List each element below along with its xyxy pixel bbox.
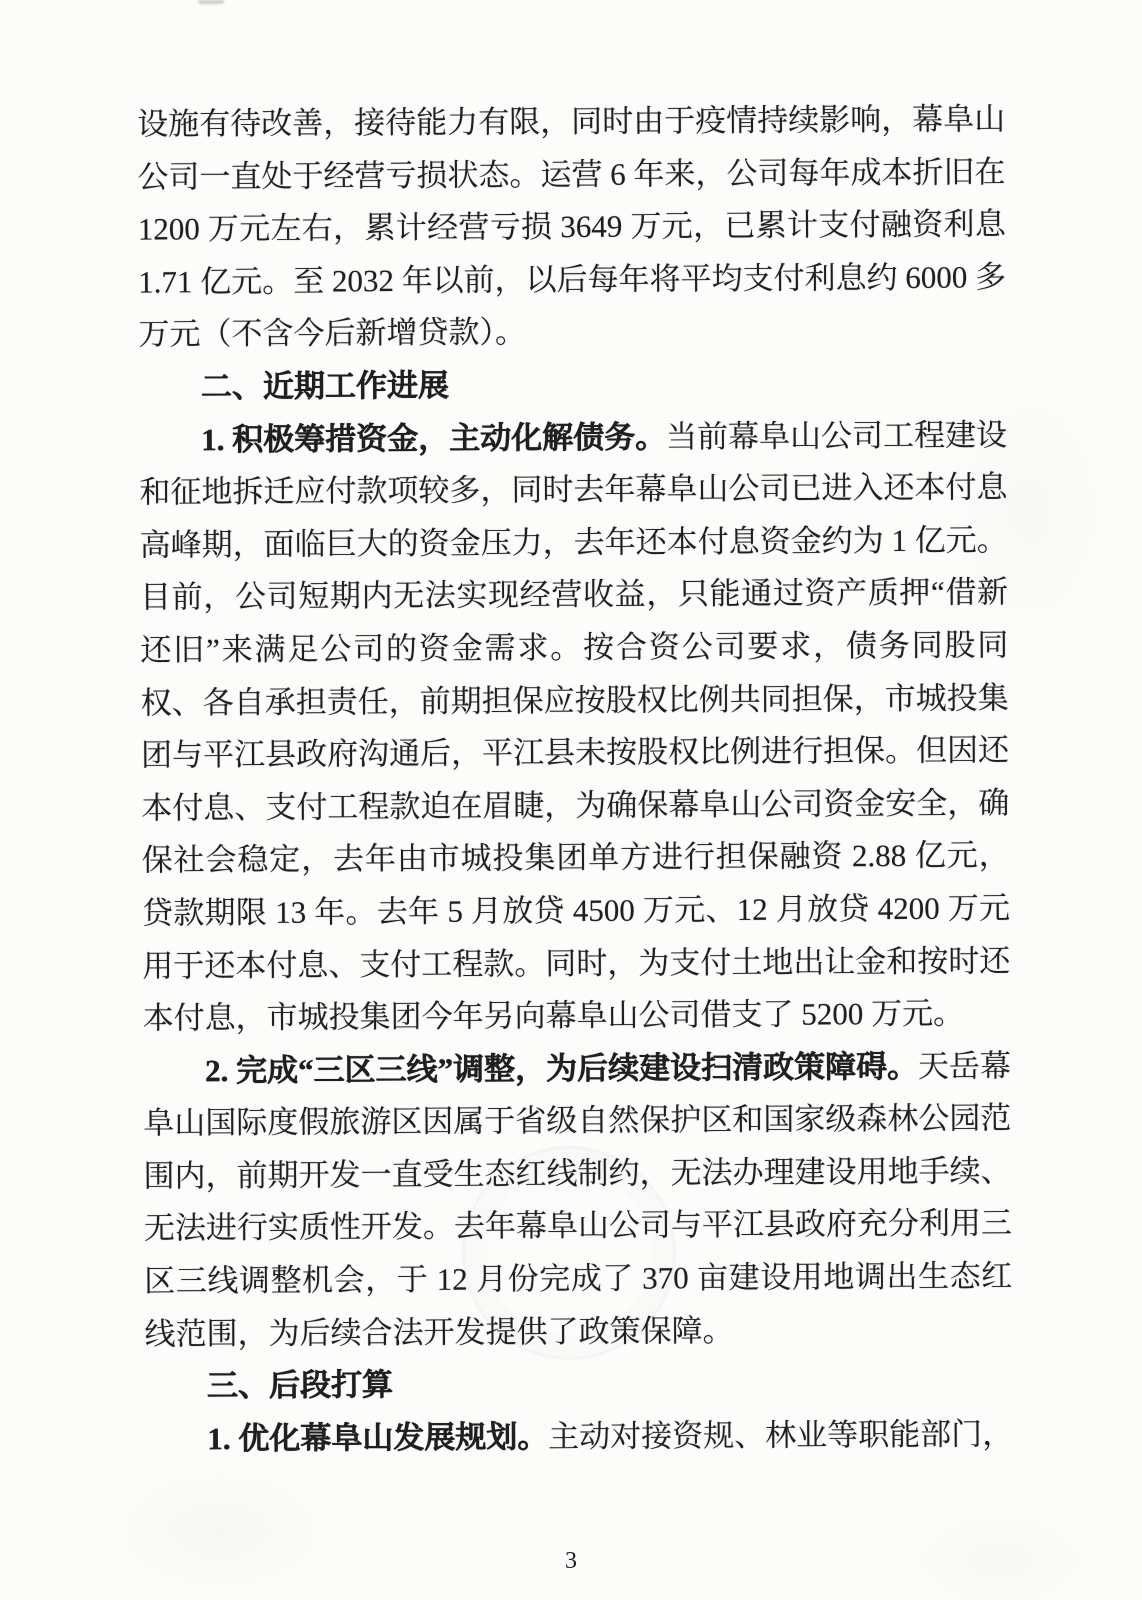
page-number: 3 xyxy=(565,1548,577,1574)
heading xyxy=(139,356,1007,414)
paragraph xyxy=(137,93,1007,361)
text-run: 设施有待改善，接待能力有限，同时由于疫情持续影响，幕阜山公司一直处于经营亏损状态。运营 6 年来，公司每年成本折旧在 1200 万元左右，累计经营亏损 3649 万元，已累计支付融资利息 1.71 亿元。至 2032 年以前，以后每年将平均支付利息约 6000 多万元（不含今后新增贷款）。 xyxy=(137,101,1007,353)
text-run: 天岳幕阜山国际度假旅游区因属于省级自然保护区和国家级森林公园范围内，前期开发一直受生态红线制约，无法办理建设用地手续、无法进行实质性开发。去年幕阜山公司与平江县政府充分利用三区三线调整机会，于 12 月份完成了 370 亩建设用地调出生态红线范围，为后续合法开发提供了政策保障。 xyxy=(143,1048,1013,1352)
heading xyxy=(145,1356,1013,1414)
bold-text-run: 二、近期工作进展 xyxy=(200,367,449,405)
paragraph xyxy=(143,1040,1013,1361)
document-body xyxy=(137,93,1013,1466)
text-run: 当前幕阜山公司工程建设和征地拆迁应付款项较多，同时去年幕阜山公司已进入还本付息高峰期，面临巨大的资金压力，去年还本付息资金约为 1 亿元。目前，公司短期内无法实现经营收益，只能通过资产质押“借新还旧”来满足公司的资金需求。按合资公司要求，债务同股同权、各自承担责任，前期担保应按股权比例共同担保，市城投集团与平江县政府沟通后，平江县未按股权比例进行担保。但因还本付息、支付工程款迫在眉睫，为确保幕阜山公司资金安全，确保社会稳定，去年由市城投集团单方进行担保融资 2.88 亿元，贷款期限 13 年。去年 5 月放贷 4500 万元、12 月放贷 4200 万元用于还本付息、支付工程款。同时，为支付土地出让金和按时还本付息，市城投集团今年另向幕阜山公司借支了 5200 万元。 xyxy=(139,416,1011,1036)
bold-text-run: 三、后段打算 xyxy=(206,1367,393,1404)
scan-edge-artifact xyxy=(198,0,224,4)
paragraph xyxy=(139,409,1011,1045)
paragraph xyxy=(145,1408,1013,1466)
bold-text-run: 1. 优化幕阜山发展规划。 xyxy=(207,1419,549,1457)
bold-text-run: 1. 积极筹措资金，主动化解债务。 xyxy=(200,418,667,457)
bold-text-run: 2. 完成“三区三线”调整，为后续建设扫清政策障碍。 xyxy=(204,1048,919,1088)
text-run: 主动对接资规、林业等职能部门， xyxy=(548,1416,1014,1455)
